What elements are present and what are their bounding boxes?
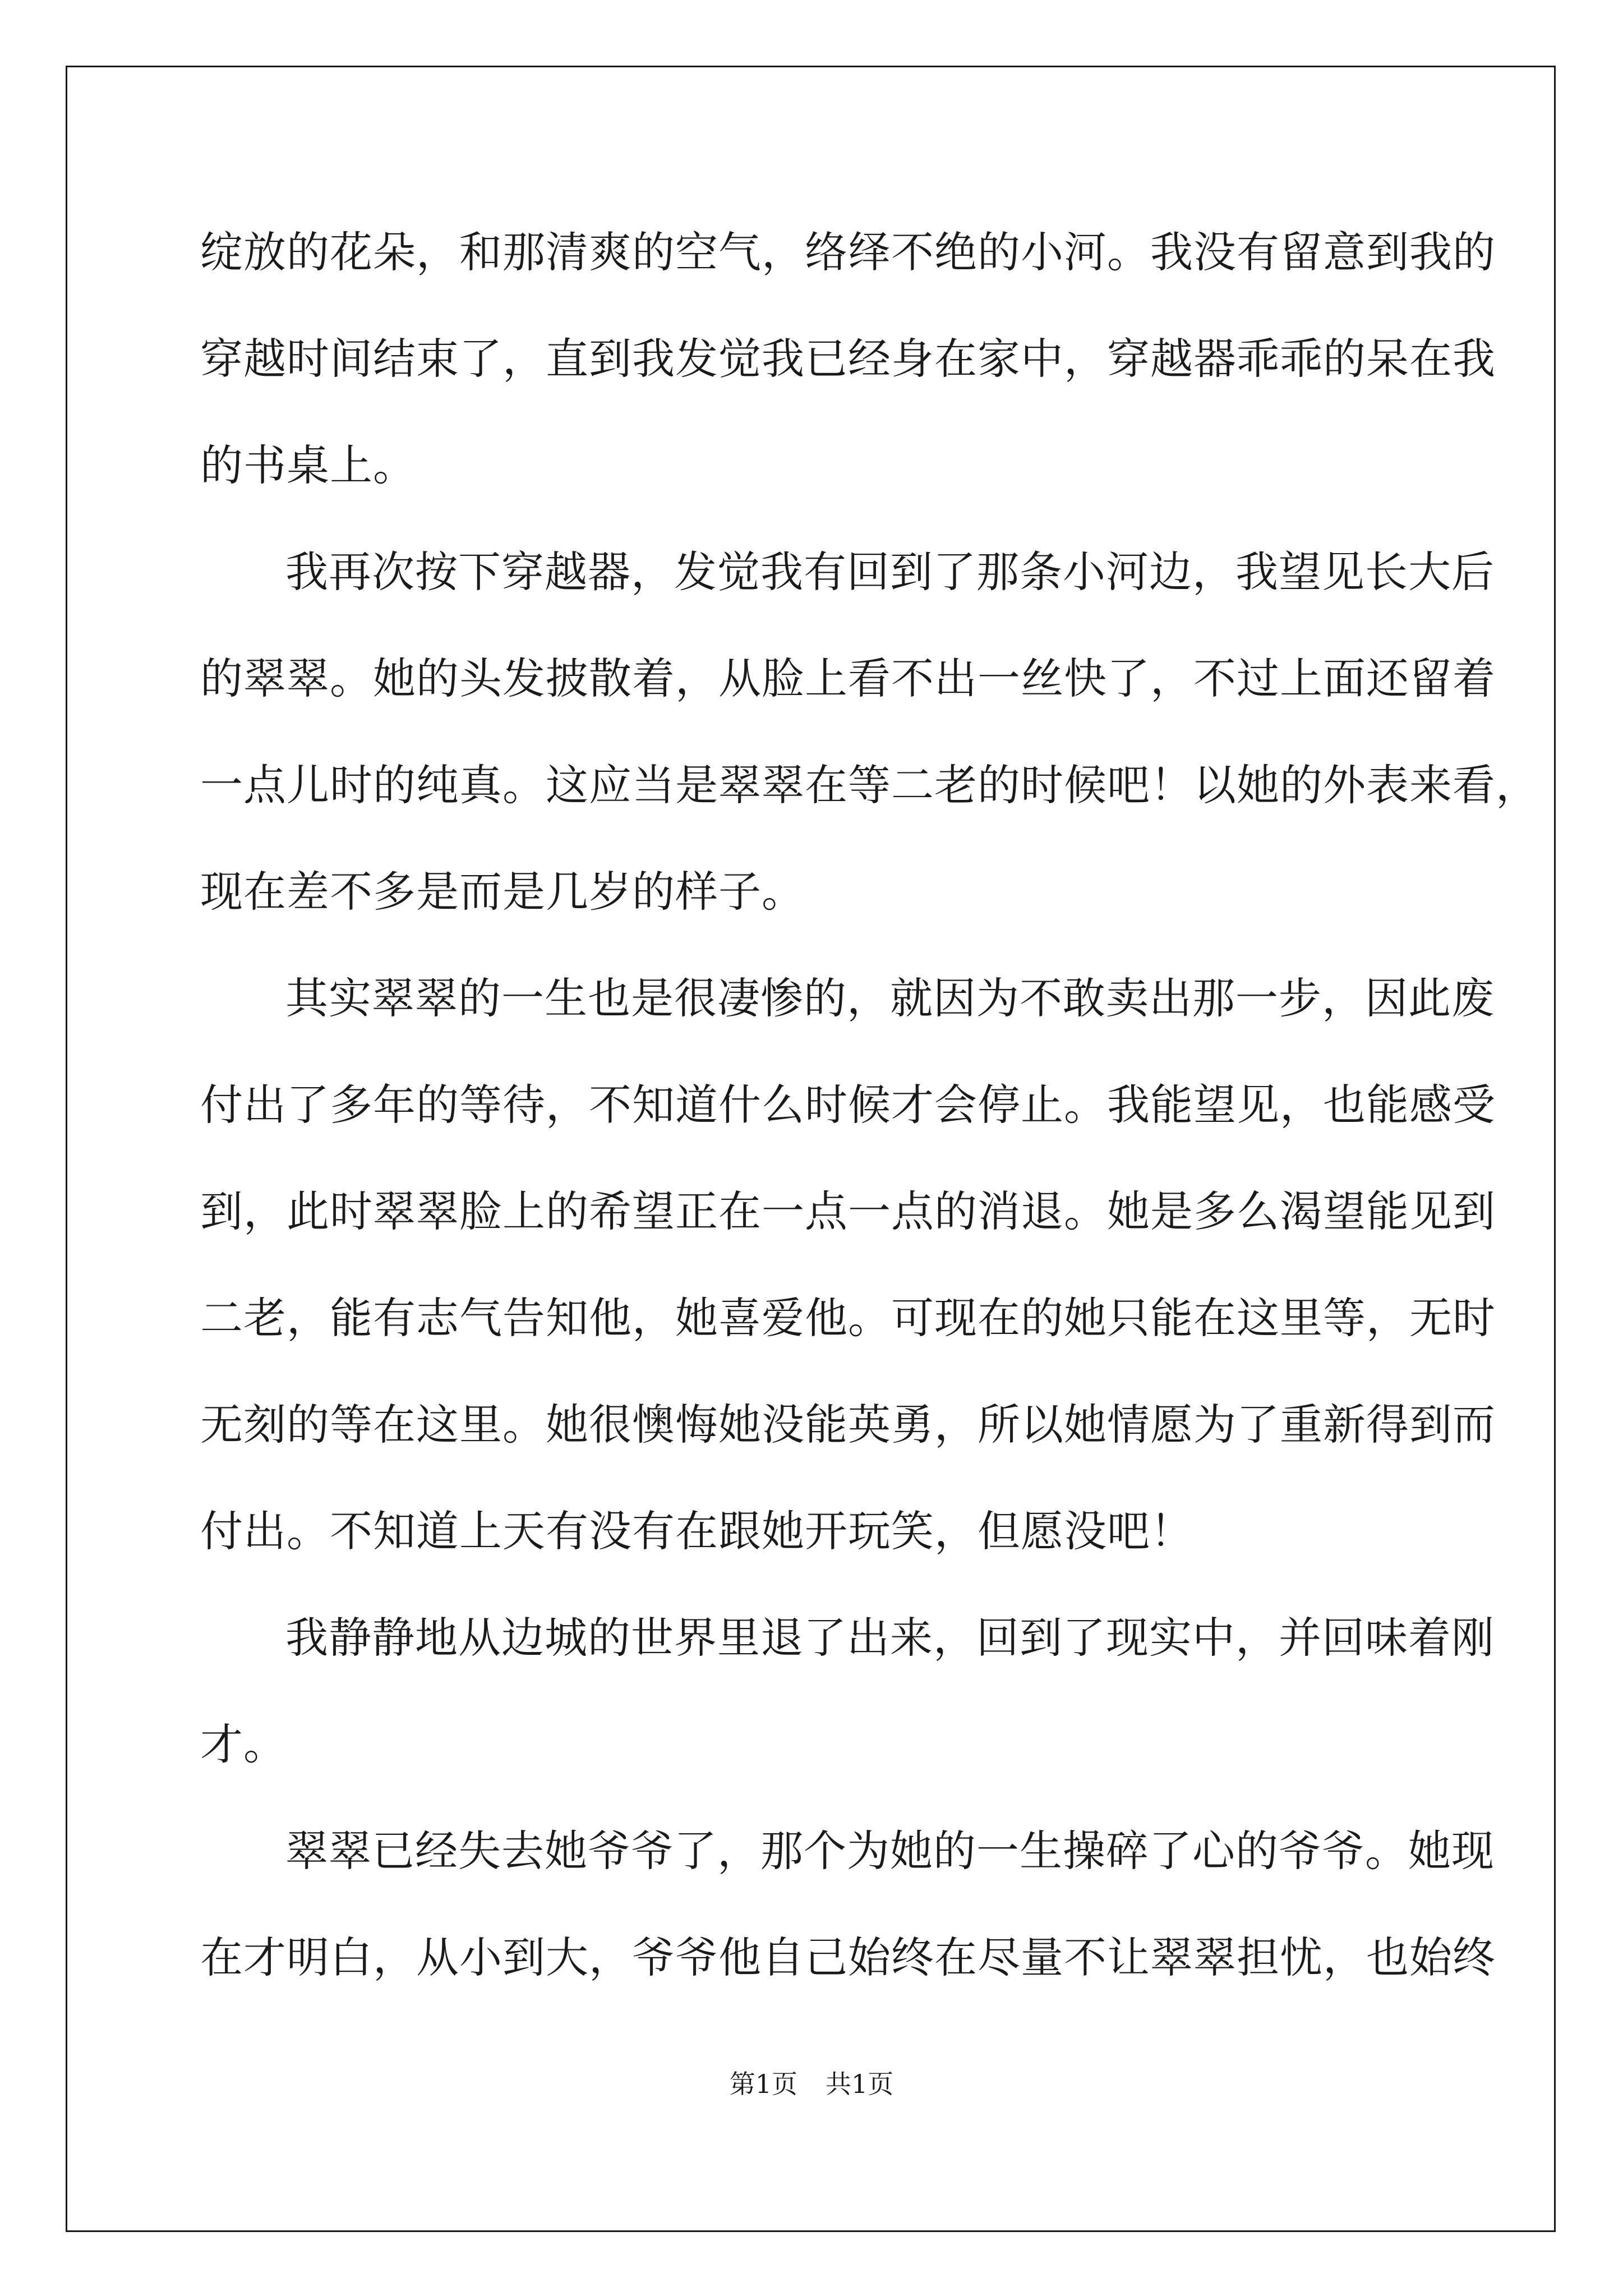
paragraph-start-line: 我静静地从边城的世界里退了出来，回到了现实中，并回味着刚: [285, 1613, 1495, 1663]
text-line: 现在差不多是而是几岁的样子。: [200, 867, 805, 917]
text-line: 付出。不知道上天有没有在跟她开玩笑，但愿没吧！: [200, 1506, 1193, 1556]
text-line: 无刻的等在这里。她很懊悔她没能英勇，所以她情愿为了重新得到而: [200, 1400, 1496, 1450]
page-number: 第1页: [729, 2069, 797, 2099]
text-line: 付出了多年的等待，不知道什么时候才会停止。我能望见，也能感受: [200, 1080, 1496, 1130]
text-line: 一点儿时的纯真。这应当是翠翠在等二老的时候吧！以她的外表来看，: [200, 760, 1539, 810]
page-total: 共1页: [826, 2069, 894, 2099]
text-line: 到，此时翠翠脸上的希望正在一点一点的消退。她是多么渴望能见到: [200, 1186, 1496, 1236]
paragraph-start-line: 翠翠已经失去她爷爷了，那个为她的一生操碎了心的爷爷。她现: [285, 1826, 1495, 1876]
text-line: 在才明白，从小到大，爷爷他自己始终在尽量不让翠翠担忧，也始终: [200, 1932, 1496, 1982]
text-line: 的翠翠。她的头发披散着，从脸上看不出一丝快了，不过上面还留着: [200, 654, 1496, 703]
text-line: 的书桌上。: [200, 440, 416, 490]
document-body: [200, 199, 1539, 2011]
paragraph-start-line: 我再次按下穿越器，发觉我有回到了那条小河边，我望见长大后: [285, 547, 1495, 597]
text-line: 才。: [200, 1719, 287, 1769]
text-line: 二老，能有志气告知他，她喜爱他。可现在的她只能在这里等，无时: [200, 1293, 1496, 1343]
page-footer: [0, 2067, 1623, 2101]
text-line: 绽放的花朵，和那清爽的空气，络绎不绝的小河。我没有留意到我的: [200, 227, 1496, 277]
text-line: 穿越时间结束了，直到我发觉我已经身在家中，穿越器乖乖的呆在我: [200, 334, 1496, 384]
paragraph-start-line: 其实翠翠的一生也是很凄惨的，就因为不敢卖出那一步，因此废: [285, 973, 1495, 1023]
